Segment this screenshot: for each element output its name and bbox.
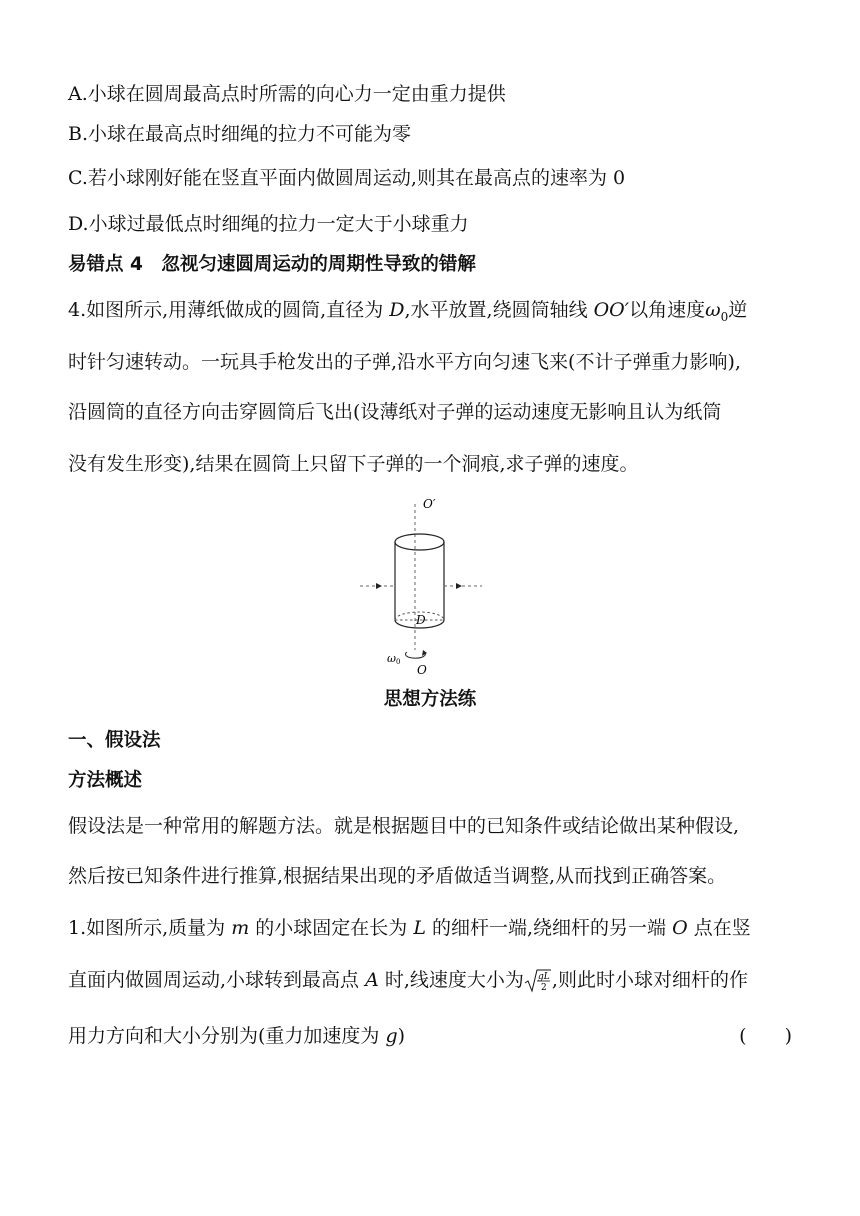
q4-line-4: 没有发生形变),结果在圆筒上只留下子弹的一个洞痕,求子弹的速度。 [68,453,639,475]
q4-line-2: 时针匀速转动。一玩具手枪发出的子弹,沿水平方向匀速飞来(不计子弹重力影响), [68,351,741,373]
answer-blank: ( ) [739,1025,792,1047]
q1-line-1: 1.如图所示,质量为 m 的小球固定在长为 L 的细杆一端,绕细杆的另一端 O 点在竖 [68,917,751,939]
error-point-heading: 易错点 4 忽视匀速圆周运动的周期性导致的错解 [68,254,476,275]
label-d: D [416,613,426,627]
q1-line-2: 直面内做圆周运动,小球转到最高点 A 时,线速度大小为 gL 2 ,则此时小球对细杆的作 [68,969,748,993]
q1-line-3: 用力方向和大小分别为(重力加速度为 g) ( ) [68,1025,792,1047]
part-heading: 一、假设法 [68,730,161,751]
bullet-arrow-out [456,583,462,589]
cylinder-figure [350,490,490,680]
q4-line-1: 4.如图所示,用薄纸做成的圆筒,直径为 D,水平放置,绕圆筒轴线 OO′以角速度$\omega_0$逆 [68,299,748,324]
option-d: D.小球过最低点时细绳的拉力一定大于小球重力 [68,213,469,235]
sqrt-sign [524,968,552,994]
rotation-arrow-head [422,650,427,656]
svg-text:gL: gL [537,972,550,982]
option-c: C.若小球刚好能在竖直平面内做圆周运动,则其在最高点的速率为 0 [68,167,626,189]
label-omega: ω0 [387,652,401,666]
cylinder-top-ellipse [395,534,444,550]
sqrt-expression [524,968,552,994]
method-text-line-2: 然后按已知条件进行推算,根据结果出现的矛盾做适当调整,从而找到正确答案。 [68,865,727,887]
method-text-line-1: 假设法是一种常用的解题方法。就是根据题目中的已知条件或结论做出某种假设, [68,815,740,837]
svg-text:2: 2 [540,983,547,993]
label-o: O [417,663,427,677]
method-heading: 方法概述 [68,770,143,791]
option-a: A.小球在圆周最高点时所需的向心力一定由重力提供 [68,83,506,105]
option-b: B.小球在最高点时细绳的拉力不可能为零 [68,123,412,145]
q4-line-3: 沿圆筒的直径方向击穿圆筒后飞出(设薄纸对子弹的运动速度无影响且认为纸筒 [68,401,722,423]
bullet-arrow-in [376,583,382,589]
section-title: 思想方法练 [383,689,477,710]
label-o-prime: O′ [423,497,436,511]
